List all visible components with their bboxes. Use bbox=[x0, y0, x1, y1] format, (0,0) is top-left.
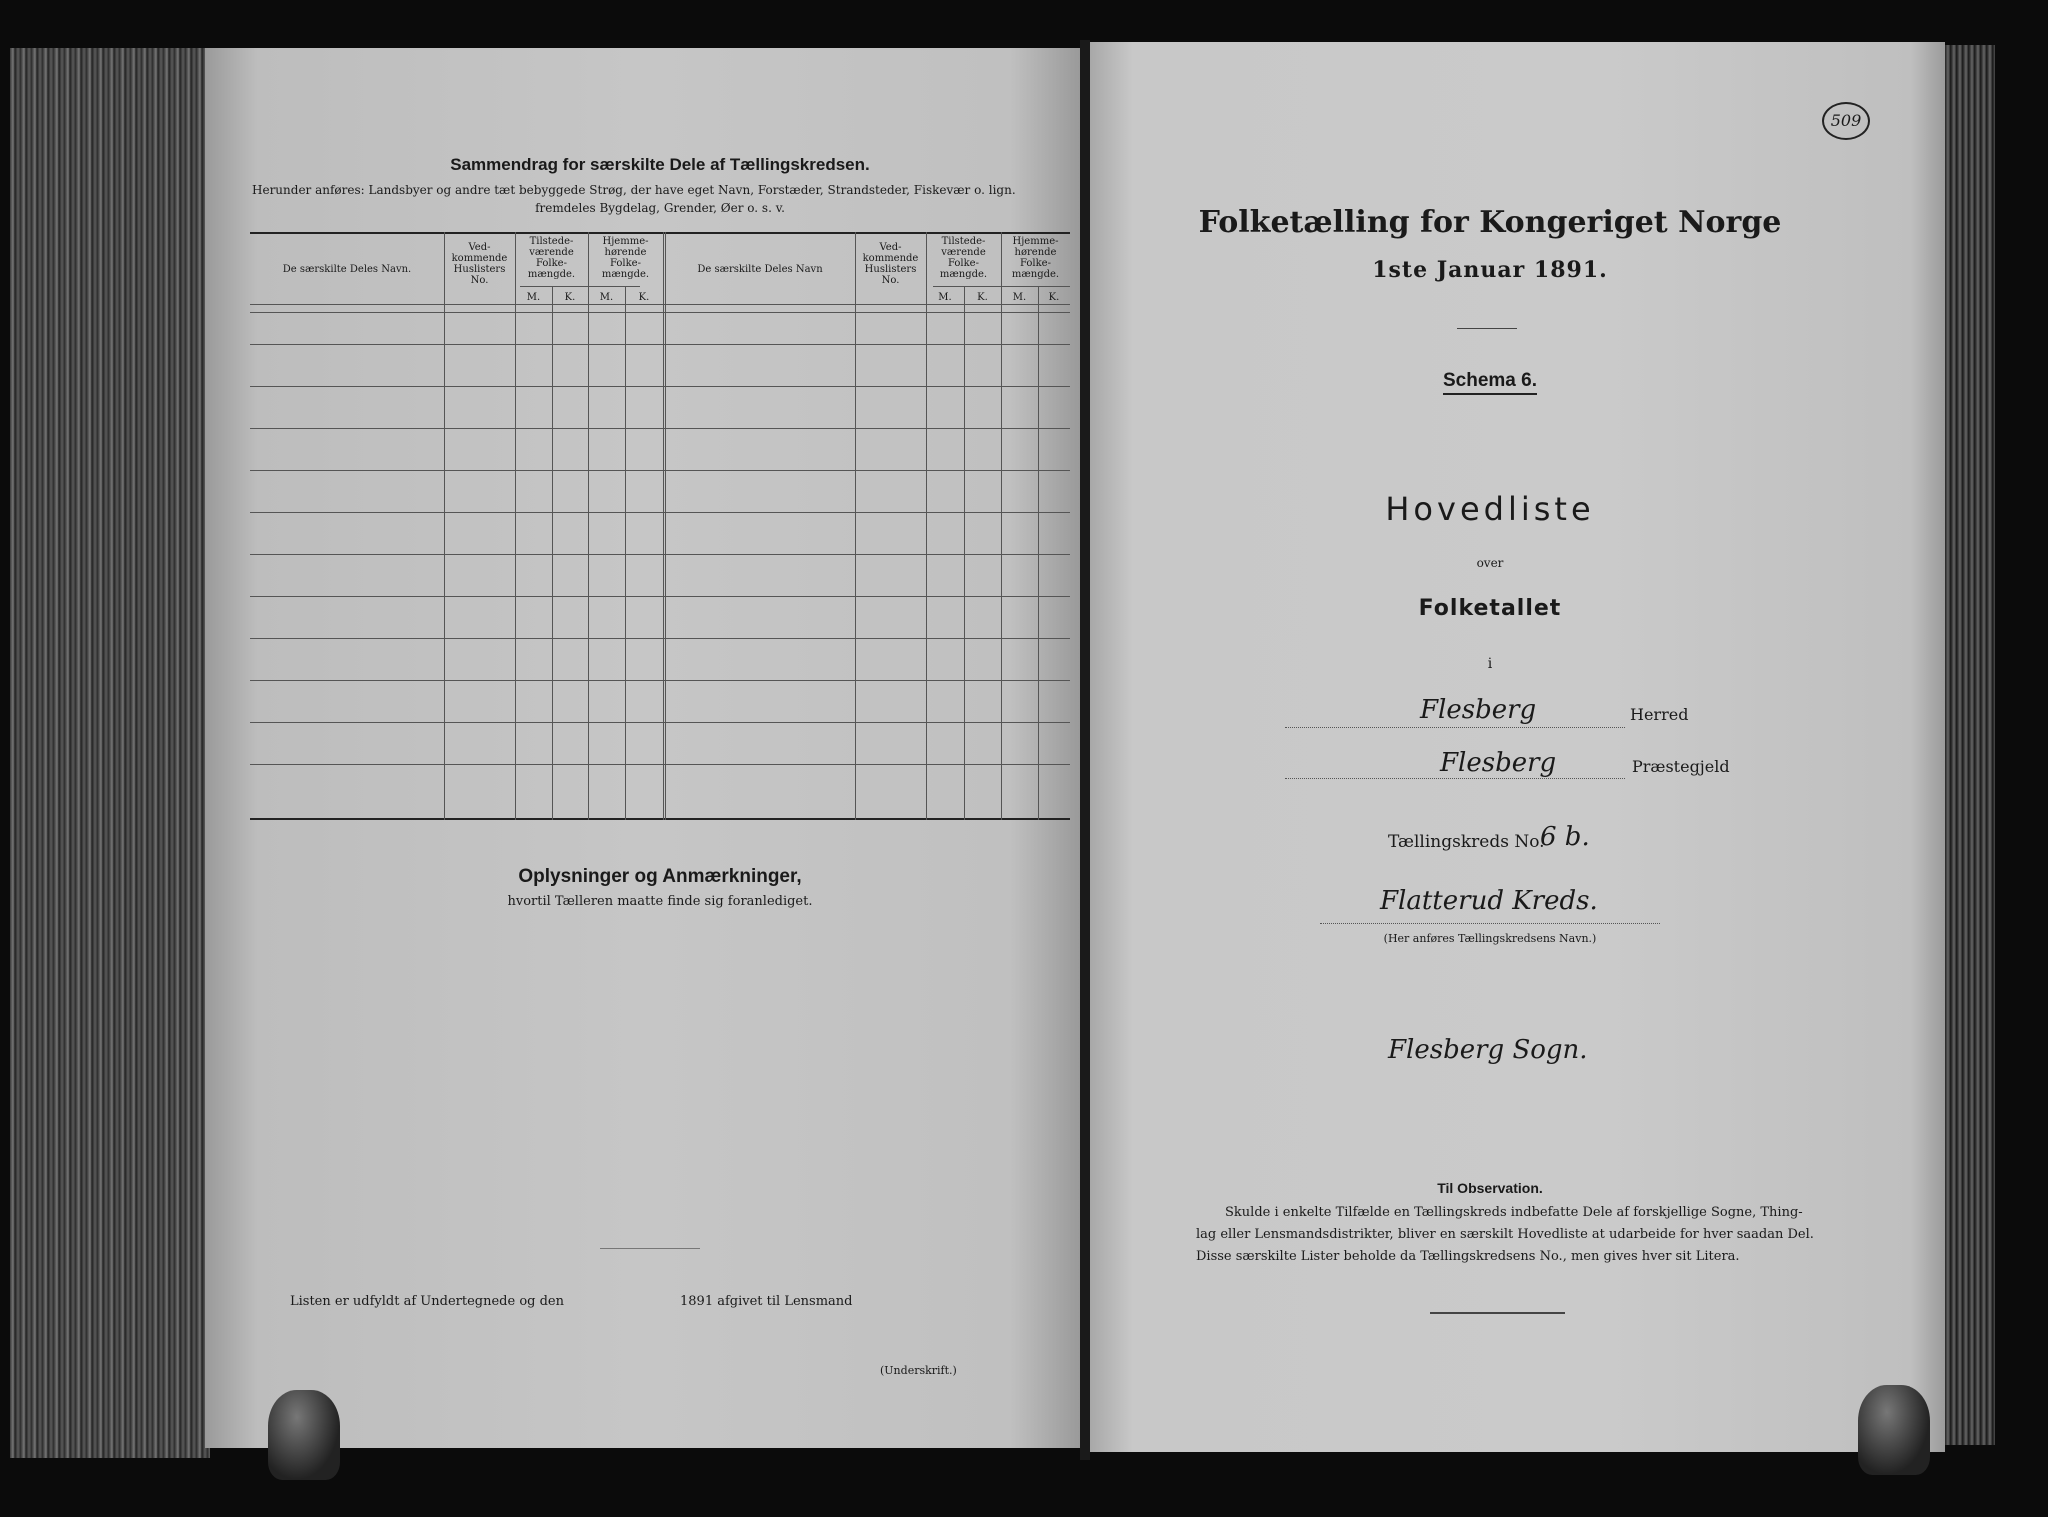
over-text: over bbox=[1476, 556, 1504, 570]
col-header-tilstede-2: Tilstede- værende Folke- mængde. bbox=[939, 236, 988, 280]
census-date: 1ste Januar 1891. bbox=[1372, 257, 1608, 283]
col-header-huslister-2: Ved- kommende Huslisters No. bbox=[862, 242, 919, 286]
separator-rule bbox=[1457, 328, 1517, 329]
observation-line2: lag eller Lensmandsdistrikter, bliver en særskilt Hovedliste at udarbeide for hver saadan Del. bbox=[1196, 1227, 1814, 1242]
col-m: M. bbox=[1012, 292, 1027, 303]
kreds-label: Tællingskreds No. bbox=[1388, 832, 1545, 852]
book-edge-left bbox=[10, 48, 210, 1458]
summary-note-line1: Herunder anføres: Landsbyer og andre tæt bebyggede Strøg, der have eget Navn, Forstæder, Strandsteder, Fiskevær o. lign. bbox=[252, 183, 1016, 197]
folketallet-heading: Folketallet bbox=[1418, 596, 1562, 621]
kreds-value: 6 b. bbox=[1540, 822, 1590, 852]
col-k: K. bbox=[1048, 292, 1060, 303]
col-header-hjemme-2: Hjemme- hørende Folke- mængde. bbox=[1011, 236, 1060, 280]
signature-label: (Underskrift.) bbox=[880, 1364, 957, 1377]
hovedliste-heading: Hovedliste bbox=[1385, 490, 1595, 528]
col-m: M. bbox=[526, 292, 541, 303]
observation-line3: Disse særskilte Lister beholde da Tællingskredsens No., men gives hver sit Litera. bbox=[1196, 1249, 1740, 1264]
herred-value: Flesberg bbox=[1420, 695, 1537, 725]
summary-note-line2: fremdeles Bygdelag, Grender, Øer o. s. v. bbox=[535, 201, 785, 215]
col-k: K. bbox=[564, 292, 576, 303]
observation-line1: Skulde i enkelte Tilfælde en Tællingskreds indbefatte Dele af forskjellige Sogne, Thing- bbox=[1225, 1205, 1803, 1220]
book-edge-right bbox=[1945, 45, 1995, 1445]
kreds-name-hint: (Her anføres Tællingskredsens Navn.) bbox=[1383, 932, 1597, 945]
col-m: M. bbox=[938, 292, 952, 303]
col-header-name: De særskilte Deles Navn. bbox=[282, 264, 412, 275]
kreds-name-line bbox=[1320, 922, 1660, 924]
col-k: K. bbox=[638, 292, 650, 303]
page-number-stamp: 509 bbox=[1822, 102, 1870, 140]
remarks-subtitle: hvortil Tælleren maatte finde sig foranlediget. bbox=[507, 894, 813, 909]
summary-table bbox=[250, 232, 1070, 820]
census-title: Folketælling for Kongeriget Norge bbox=[1198, 205, 1782, 240]
schema-label bbox=[1120, 370, 1860, 392]
book-gutter bbox=[1080, 40, 1090, 1460]
footer-text-2: 1891 afgivet til Lensmand bbox=[680, 1294, 853, 1309]
page-clip-right bbox=[1858, 1385, 1930, 1475]
page-clip-left bbox=[268, 1390, 340, 1480]
footer-text-1: Listen er udfyldt af Undertegnede og den bbox=[290, 1294, 564, 1309]
separator-rule bbox=[600, 1248, 700, 1249]
schema-text: Schema 6. bbox=[1443, 370, 1537, 395]
col-header-hjemme: Hjemme- hørende Folke- mængde. bbox=[601, 236, 650, 280]
herred-line bbox=[1285, 726, 1625, 728]
summary-title: Sammendrag for særskilte Dele af Tællingskredsen. bbox=[450, 155, 870, 174]
remarks-title: Oplysninger og Anmærkninger, bbox=[518, 866, 802, 887]
col-header-tilstede: Tilstede- værende Folke- mængde. bbox=[527, 236, 576, 280]
herred-label: Herred bbox=[1630, 705, 1689, 724]
col-header-name-2: De særskilte Deles Navn bbox=[697, 264, 823, 275]
kreds-name-value: Flatterud Kreds. bbox=[1380, 886, 1598, 916]
prestegjeld-label: Præstegjeld bbox=[1632, 757, 1730, 776]
separator-rule bbox=[1430, 1312, 1565, 1314]
col-k: K. bbox=[977, 292, 988, 303]
sogn-value: Flesberg Sogn. bbox=[1388, 1035, 1588, 1065]
col-header-huslister: Ved- kommende Huslisters No. bbox=[451, 242, 508, 286]
prestegjeld-value: Flesberg bbox=[1440, 748, 1557, 778]
col-m: M. bbox=[599, 292, 614, 303]
observation-title: Til Observation. bbox=[1437, 1180, 1543, 1196]
i-text: i bbox=[1487, 656, 1493, 672]
